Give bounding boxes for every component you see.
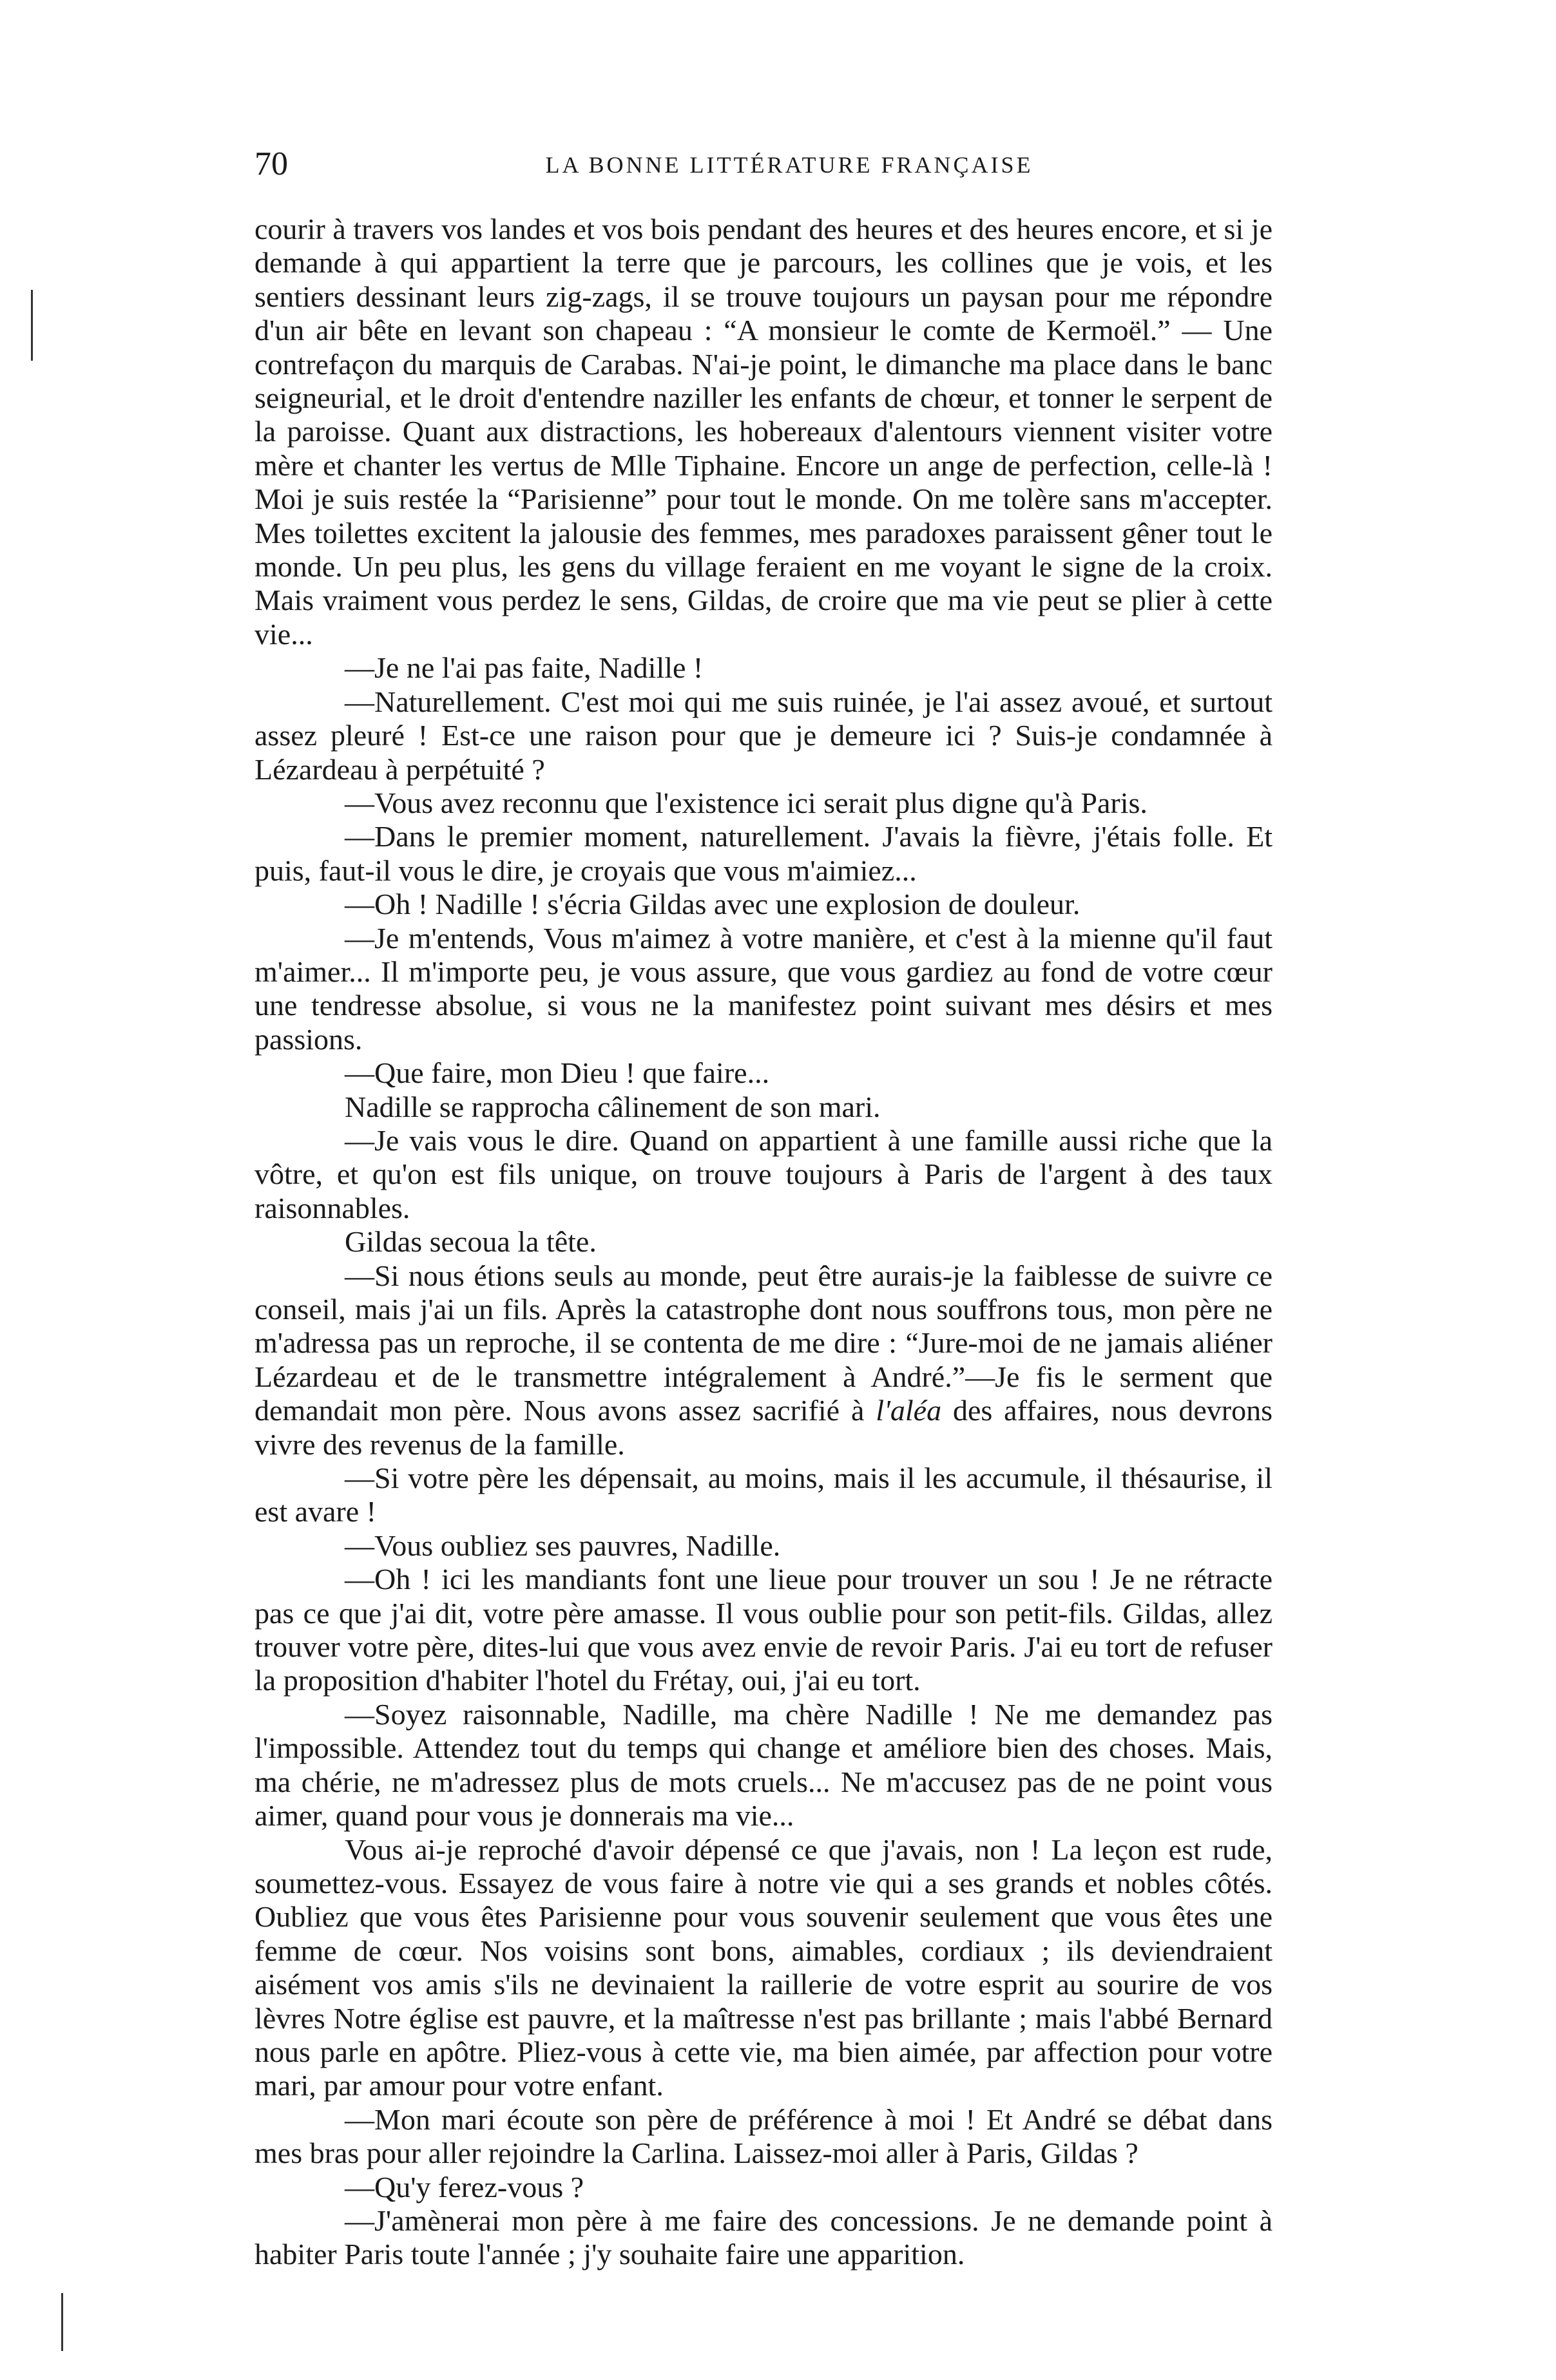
italic-term: l'aléa <box>876 1394 942 1427</box>
paragraph: —Qu'y ferez-vous ? <box>345 2170 584 2204</box>
paragraph: Gildas secoua la tête. <box>345 1225 597 1259</box>
paragraph: —Je vais vous le dire. Quand on appartient à une famille aussi riche que la vôtre, et qu'on est fils unique, on trouve toujours à Paris de l'argent à des taux raisonnables. <box>255 1123 1273 1224</box>
paragraph: Vous ai-je reproché d'avoir dépensé ce que j'avais, non ! La leçon est rude, soumettez-vous. Essayez de vous faire à notre vie qui a ses grands et nobles côtés. Oubliez que vous êtes Parisienne pour vous souvenir seulement que vous êtes une femme de cœur. Nos voisins sont bons, aimables, cordiaux ; ils deviendraient aisément vos amis s'ils ne devinaient la raillerie de votre esprit au sourire de vos lèvres Notre église est pauvre, et la maîtresse n'est pas brillante ; mais l'abbé Bernard nous parle en apôtre. Pliez-vous à cette vie, ma bien aimée, par affection pour votre mari, par amour pour votre enfant. <box>255 1833 1273 2102</box>
paragraph: —Dans le premier moment, naturellement. J'avais la fièvre, j'étais folle. Et puis, faut-il vous le dire, je croyais que vous m'aimiez... <box>255 820 1273 887</box>
page-number: 70 <box>255 146 288 182</box>
paragraph: —Si nous étions seuls au monde, peut être aurais-je la faiblesse de suivre ce conseil, mais j'ai un fils. Après la catastrophe dont nous souffrons tous, mon père ne m'adressa pas un reproche, il se contenta de me dire : “Jure-moi de ne jamais aliéner Lézardeau et de le transmettre intégralement à André.”—Je fis le serment que demandait mon père. Nous avons assez sacrifié à l'aléa des affaires, nous devrons vivre des revenus de la famille. <box>255 1259 1273 1461</box>
paragraph: —Vous avez reconnu que l'existence ici serait plus digne qu'à Paris. <box>345 786 1148 819</box>
paragraph: —Que faire, mon Dieu ! que faire... <box>345 1056 770 1090</box>
paragraph: —J'amènerai mon père à me faire des concessions. Je ne demande point à habiter Paris toute l'année ; j'y souhaite faire une apparition. <box>255 2204 1273 2271</box>
paragraph: —Vous oubliez ses pauvres, Nadille. <box>345 1528 781 1562</box>
paragraph: courir à travers vos landes et vos bois pendant des heures et des heures encore, et si je demande à qui appartient la terre que je parcours, les collines que je vois, et les sentiers dessinant leurs zig-zags, il se trouve toujours un paysan pour me répondre d'un air bête en levant son chapeau : “A monsieur le comte de Kermoël.” — Une contrefaçon du marquis de Carabas. N'ai-je point, le dimanche ma place dans le banc seigneurial, et le droit d'entendre naziller les enfants de chœur, et tonner le serpent de la paroisse. Quant aux distractions, les hobereaux d'alentours viennent visiter votre mère et chanter les vertus de Mlle Tiphaine. Encore un ange de perfection, celle-là ! Moi je suis restée la “Parisienne” pour tout le monde. On me tolère sans m'accepter. Mes toilettes excitent la jalousie des femmes, mes paradoxes paraissent gêner tout le monde. Un peu plus, les gens du village feraient en me voyant le signe de la croix. Mais vraiment vous perdez le sens, Gildas, de croire que ma vie peut se plier à cette vie... <box>255 213 1273 651</box>
margin-mark <box>61 2293 63 2351</box>
paragraph: —Je ne l'ai pas faite, Nadille ! <box>345 651 704 685</box>
body-text <box>255 213 1273 2272</box>
paragraph: —Si votre père les dépensait, au moins, mais il les accumule, il thésaurise, il est avare ! <box>255 1461 1273 1528</box>
paragraph: —Soyez raisonnable, Nadille, ma chère Nadille ! Ne me demandez pas l'impossible. Attendez tout du temps qui change et améliore bien des choses. Mais, ma chérie, ne m'adressez plus de mots cruels... Ne m'accusez pas de ne point vous aimer, quand pour vous je donnerais ma vie... <box>255 1697 1273 1833</box>
running-title: LA BONNE LITTÉRATURE FRANÇAISE <box>545 152 1033 178</box>
margin-mark <box>31 290 33 361</box>
page-header <box>255 142 1273 187</box>
paragraph: —Oh ! Nadille ! s'écria Gildas avec une explosion de douleur. <box>345 888 1081 921</box>
paragraph: —Mon mari écoute son père de préférence à moi ! Et André se débat dans mes bras pour aller rejoindre la Carlina. Laissez-moi aller à Paris, Gildas ? <box>255 2102 1273 2170</box>
paragraph: Nadille se rapprocha câlinement de son mari. <box>345 1090 881 1123</box>
paragraph: —Naturellement. C'est moi qui me suis ruinée, je l'ai assez avoué, et surtout assez pleuré ! Est-ce une raison pour que je demeure ici ? Suis-je condamnée à Lézardeau à perpétuité ? <box>255 685 1273 786</box>
paragraph: —Je m'entends, Vous m'aimez à votre manière, et c'est à la mienne qu'il faut m'aimer... Il m'importe peu, je vous assure, que vous gardiez au fond de votre cœur une tendresse absolue, si vous ne la manifestez point suivant mes désirs et mes passions. <box>255 921 1273 1056</box>
paragraph: —Oh ! ici les mandiants font une lieue pour trouver un sou ! Je ne rétracte pas ce que j'ai dit, votre père amasse. Il vous oublie pour son petit-fils. Gildas, allez trouver votre père, dites-lui que vous avez envie de revoir Paris. J'ai eu tort de refuser la proposition d'habiter l'hotel du Frétay, oui, j'ai eu tort. <box>255 1563 1273 1697</box>
